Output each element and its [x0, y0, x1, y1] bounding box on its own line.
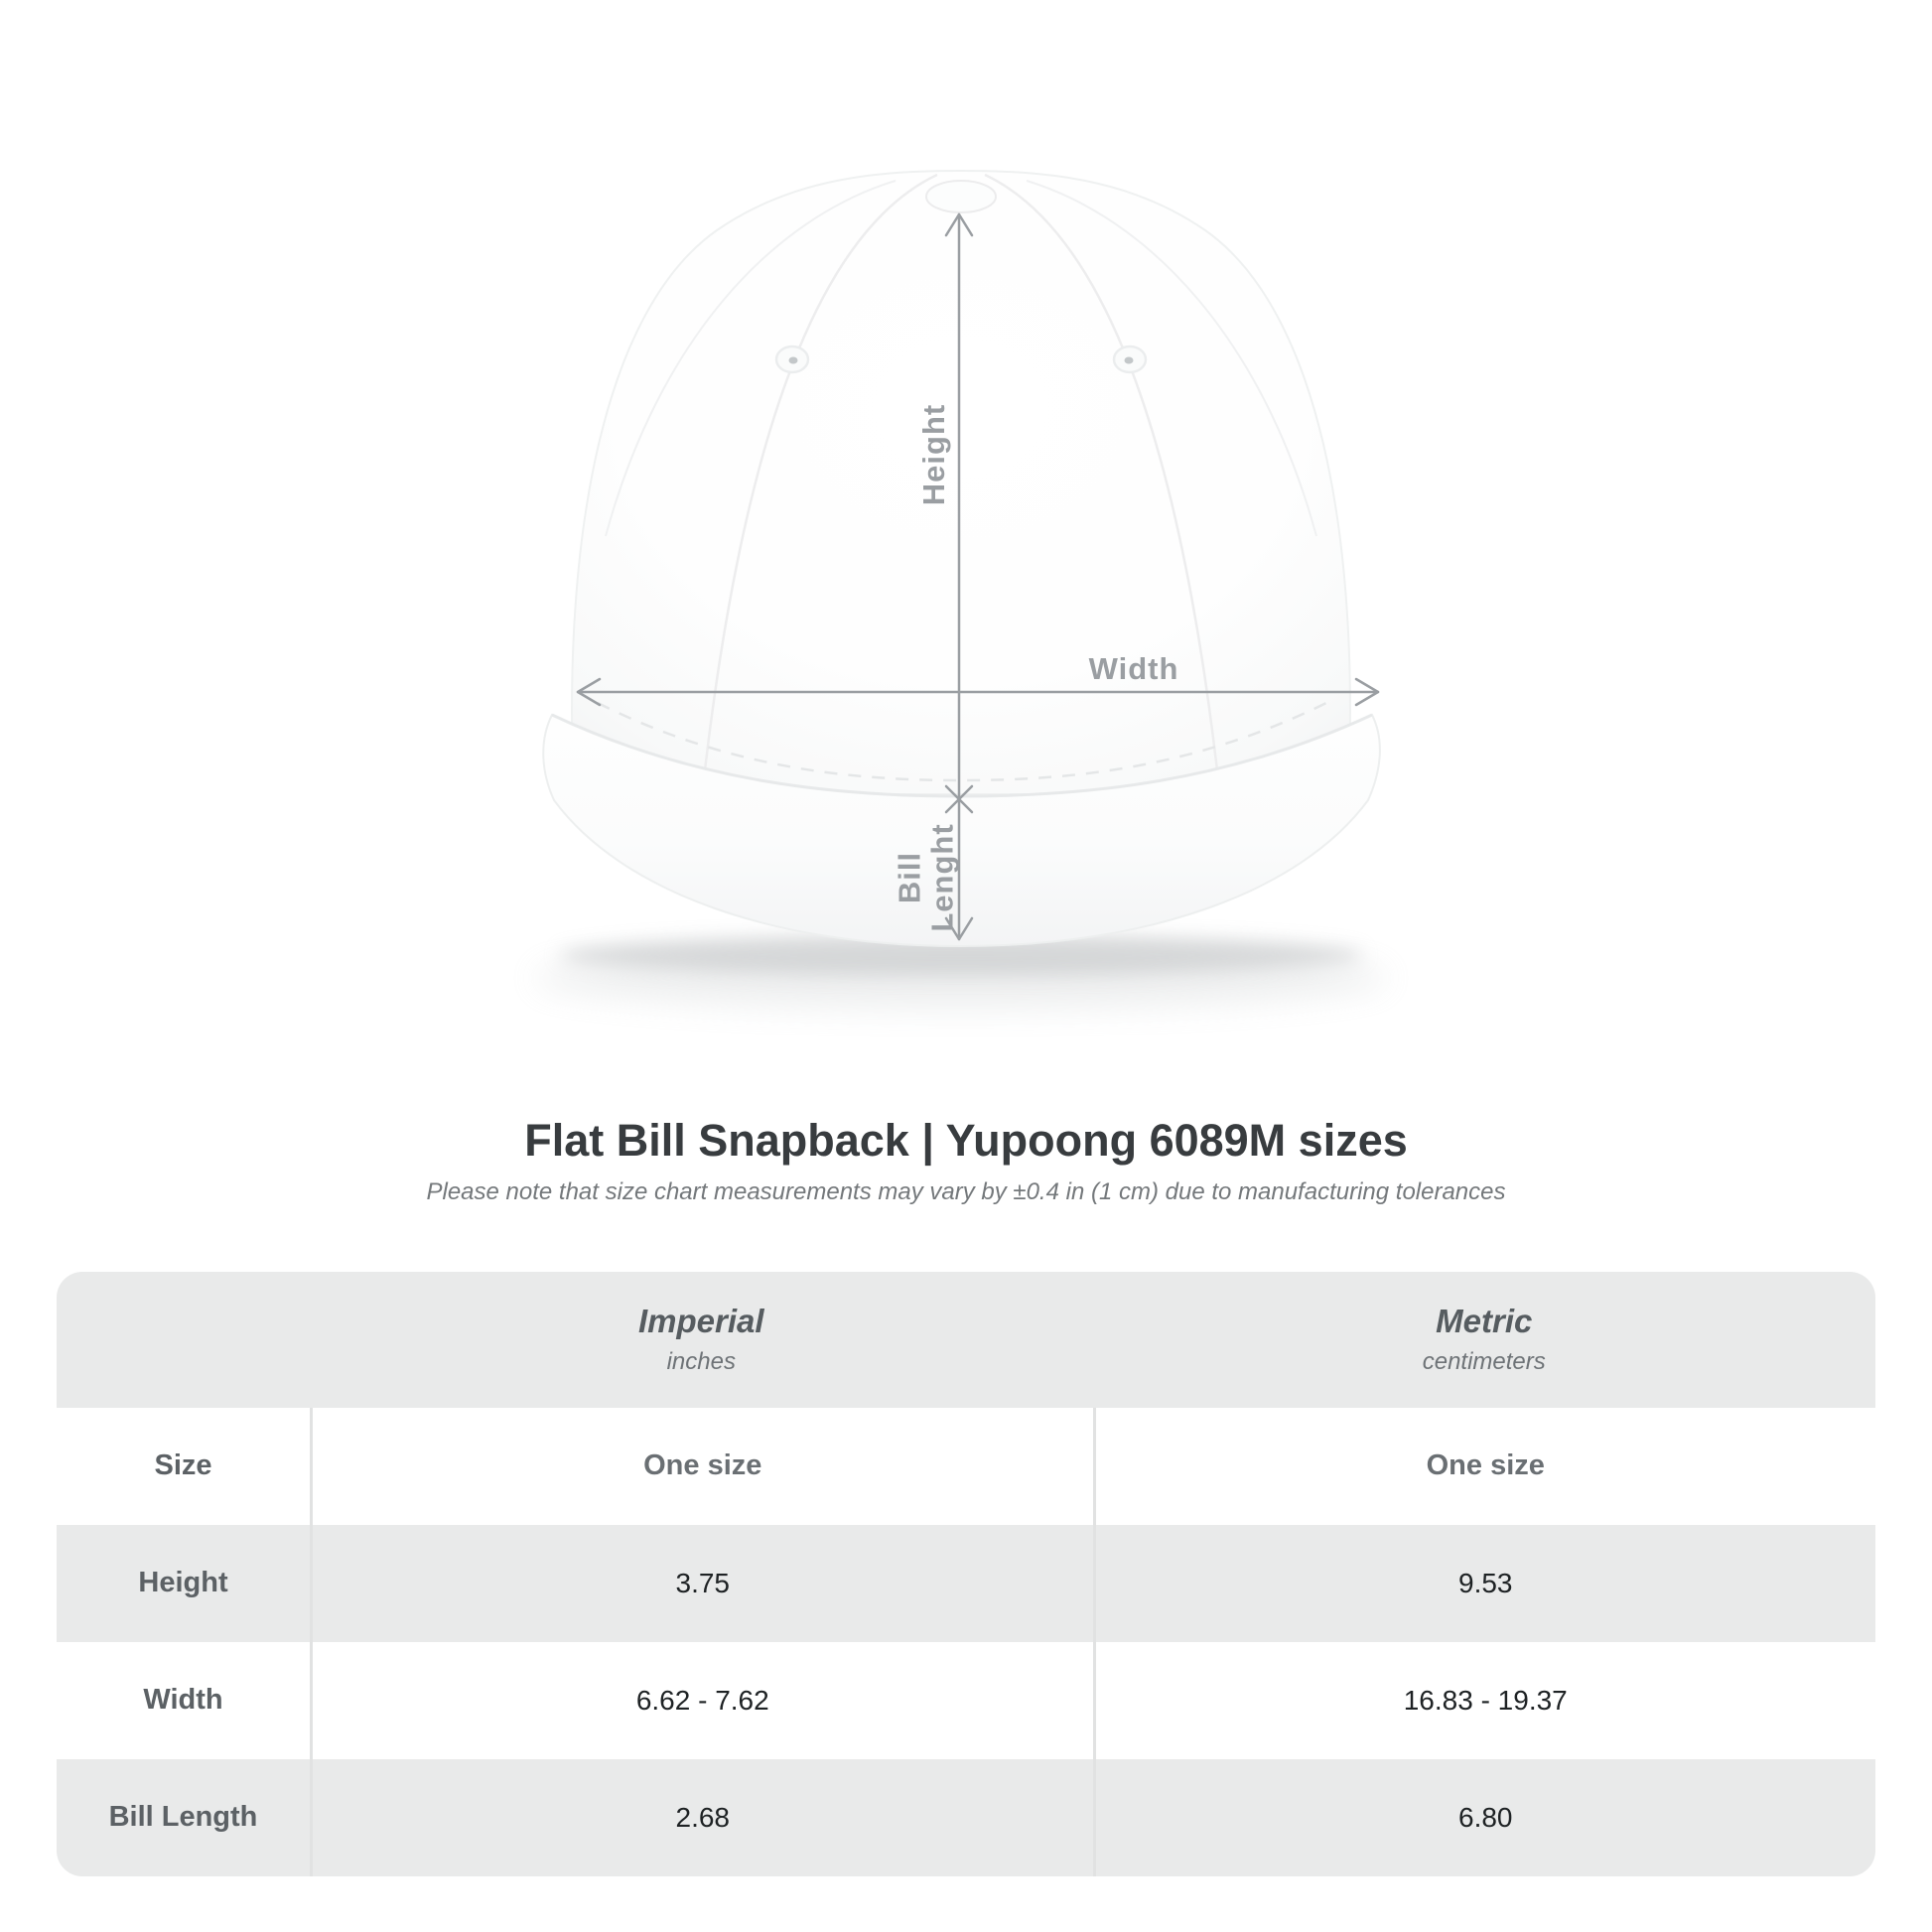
- imperial-label: Imperial: [637, 1303, 764, 1340]
- table-row-width: [57, 1642, 1875, 1759]
- metric-value: 6.80: [1093, 1759, 1876, 1876]
- row-label: Size: [154, 1449, 212, 1482]
- metric-value: 16.83 - 19.37: [1093, 1642, 1876, 1759]
- imperial-unit: inches: [666, 1348, 736, 1376]
- table-header: [57, 1272, 1875, 1408]
- bill-length-measure-label: [894, 823, 960, 931]
- tolerance-note: Please note that size chart measurements may vary by ±0.4 in (1 cm) due to manufacturing tolerances: [426, 1178, 1506, 1205]
- imperial-value: One size: [310, 1408, 1093, 1525]
- eyelet-left-icon: [776, 346, 808, 372]
- metric-unit: centimeters: [1422, 1348, 1546, 1376]
- header-corner-cell: [57, 1272, 310, 1408]
- table-row-bill-length: [57, 1759, 1875, 1876]
- height-measure-label: Height: [916, 403, 951, 506]
- table-row-size: [57, 1408, 1875, 1525]
- metric-column-header: [1093, 1272, 1876, 1408]
- table-row-height: [57, 1525, 1875, 1642]
- row-label: Bill Length: [108, 1801, 258, 1834]
- width-measure-label: Width: [1088, 651, 1179, 686]
- size-chart-table: [57, 1272, 1875, 1876]
- bill-label-line2: Lenght: [925, 823, 960, 932]
- heading-section: [0, 1072, 1932, 1206]
- bill-label-line1: Bill: [892, 851, 927, 904]
- imperial-value: 2.68: [310, 1759, 1093, 1876]
- eyelet-right-icon: [1114, 346, 1146, 372]
- metric-value: One size: [1093, 1408, 1876, 1525]
- row-label: Width: [143, 1684, 223, 1717]
- imperial-value: 6.62 - 7.62: [310, 1642, 1093, 1759]
- metric-value: 9.53: [1093, 1525, 1876, 1642]
- imperial-column-header: [310, 1272, 1093, 1408]
- metric-label: Metric: [1436, 1303, 1533, 1340]
- row-label: Height: [138, 1567, 228, 1599]
- imperial-value: 3.75: [310, 1525, 1093, 1642]
- hat-crown: [572, 171, 1350, 794]
- page-title: Flat Bill Snapback | Yupoong 6089M sizes: [524, 1115, 1408, 1166]
